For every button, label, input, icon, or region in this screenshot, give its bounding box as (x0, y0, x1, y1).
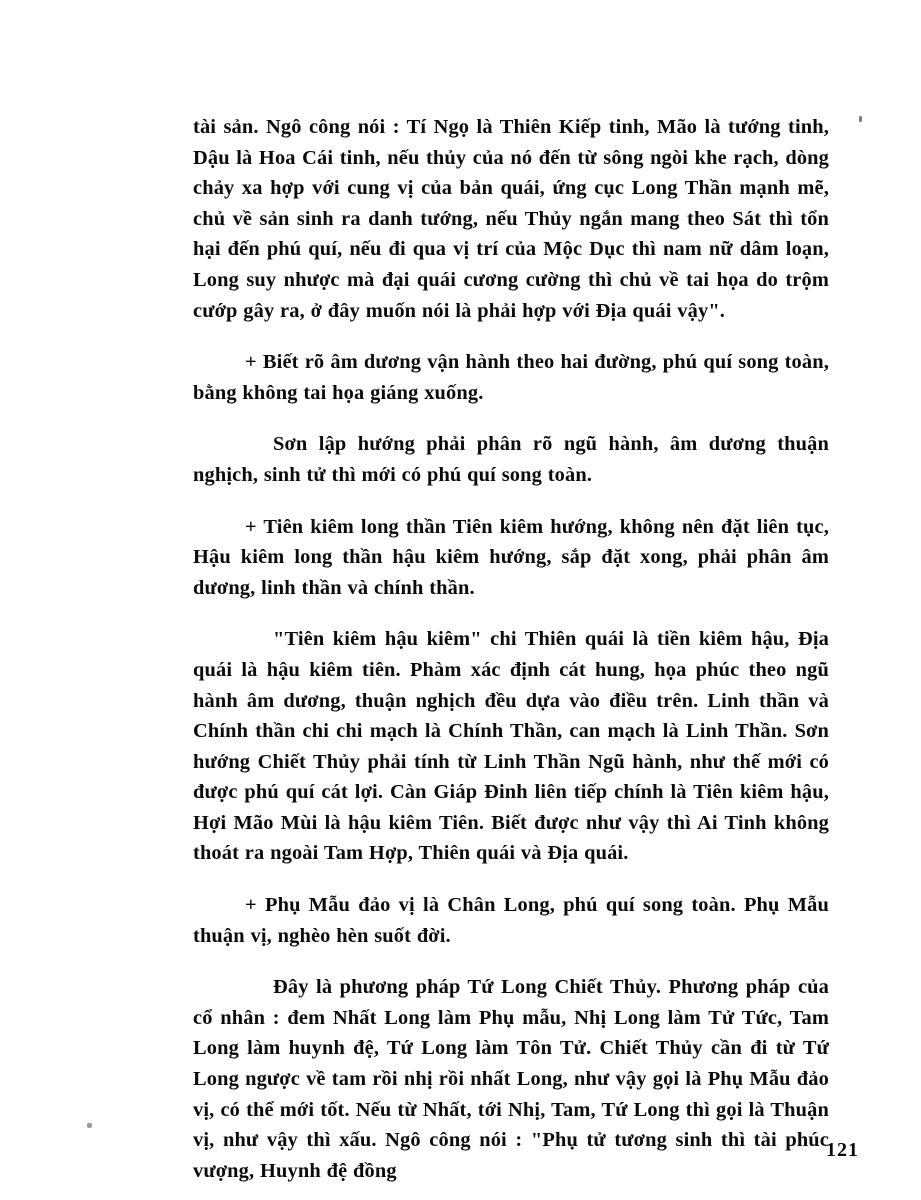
paragraph-bullet-1: + Biết rõ âm dương vận hành theo hai đường, phú quí song toàn, bằng không tai họa giáng xuống. (193, 351, 829, 404)
paragraph-bullet-2: + Tiên kiêm long thần Tiên kiêm hướng, không nên đặt liên tục, Hậu kiêm long thần hậu kiêm hướng, sắp đặt xong, phải phân âm dương, linh thần và chính thần. (193, 515, 829, 599)
scan-speck-top-right (859, 116, 862, 122)
paragraph-body-2: "Tiên kiêm hậu kiêm" chi Thiên quái là tiền kiêm hậu, Địa quái là hậu kiêm tiên. Phàm xác định cát hung, họa phúc theo ngũ hành âm dương, thuận nghịch đều dựa vào điều trên. Linh thần và Chính thần chi chi mạch là Chính Thần, can mạch là Linh Thần. Sơn hướng Chiết Thủy phải tính từ Linh Thần Ngũ hành, như thế mới có được phú quí cát lợi. Càn Giáp Đinh liên tiếp chính là Tiên kiêm hậu, Hợi Mão Mùi là hậu kiêm Tiên. Biết được như vậy thì Ai Tinh không thoát ra ngoài Tam Hợp, Thiên quái và Địa quái. (193, 628, 829, 865)
paragraph-bullet-3: + Phụ Mẫu đảo vị là Chân Long, phú quí song toàn. Phụ Mẫu thuận vị, nghèo hèn suốt đời. (193, 894, 829, 947)
paragraph-body-3: Đây là phương pháp Tứ Long Chiết Thủy. Phương pháp của cổ nhân : đem Nhất Long làm Phụ mẫu, Nhị Long làm Tử Tức, Tam Long làm huynh đệ, Tứ Long làm Tôn Tử. Chiết Thủy cần đi từ Tứ Long ngược về tam rồi nhị rồi nhất Long, như vậy gọi là Phụ Mẫu đảo vị, có thể mới tốt. Nếu từ Nhất, tới Nhị, Tam, Tứ Long thì gọi là Thuận vị, như vậy thì xấu. Ngô công nói : "Phụ tử tương sinh thì tài phúc vượng, Huynh đệ đồng (193, 976, 829, 1182)
paragraph-body-1: Sơn lập hướng phải phân rõ ngũ hành, âm dương thuận nghịch, sinh tử thì mới có phú quí song toàn. (193, 433, 829, 486)
page-number: 121 (826, 1139, 859, 1161)
scan-speck-bottom-left (87, 1123, 92, 1128)
paragraph-continued: tài sản. Ngô công nói : Tí Ngọ là Thiên Kiếp tinh, Mão là tướng tinh, Dậu là Hoa Cái tinh, nếu thủy của nó đến từ sông ngòi khe rạch, dòng chảy xa hợp với cung vị của bản quái, ứng cục Long Thần mạnh mẽ, chủ về sản sinh ra danh tướng, nếu Thủy ngắn mang theo Sát thì tổn hại đến phú quí, nếu đi qua vị trí của Mộc Dục thì nam nữ dâm loạn, Long suy nhược mà đại quái cương cường thì chủ về tai họa do trộm cướp gây ra, ở đây muốn nói là phải hợp với Địa quái vậy". (193, 116, 829, 322)
body-text-column (193, 112, 829, 1186)
